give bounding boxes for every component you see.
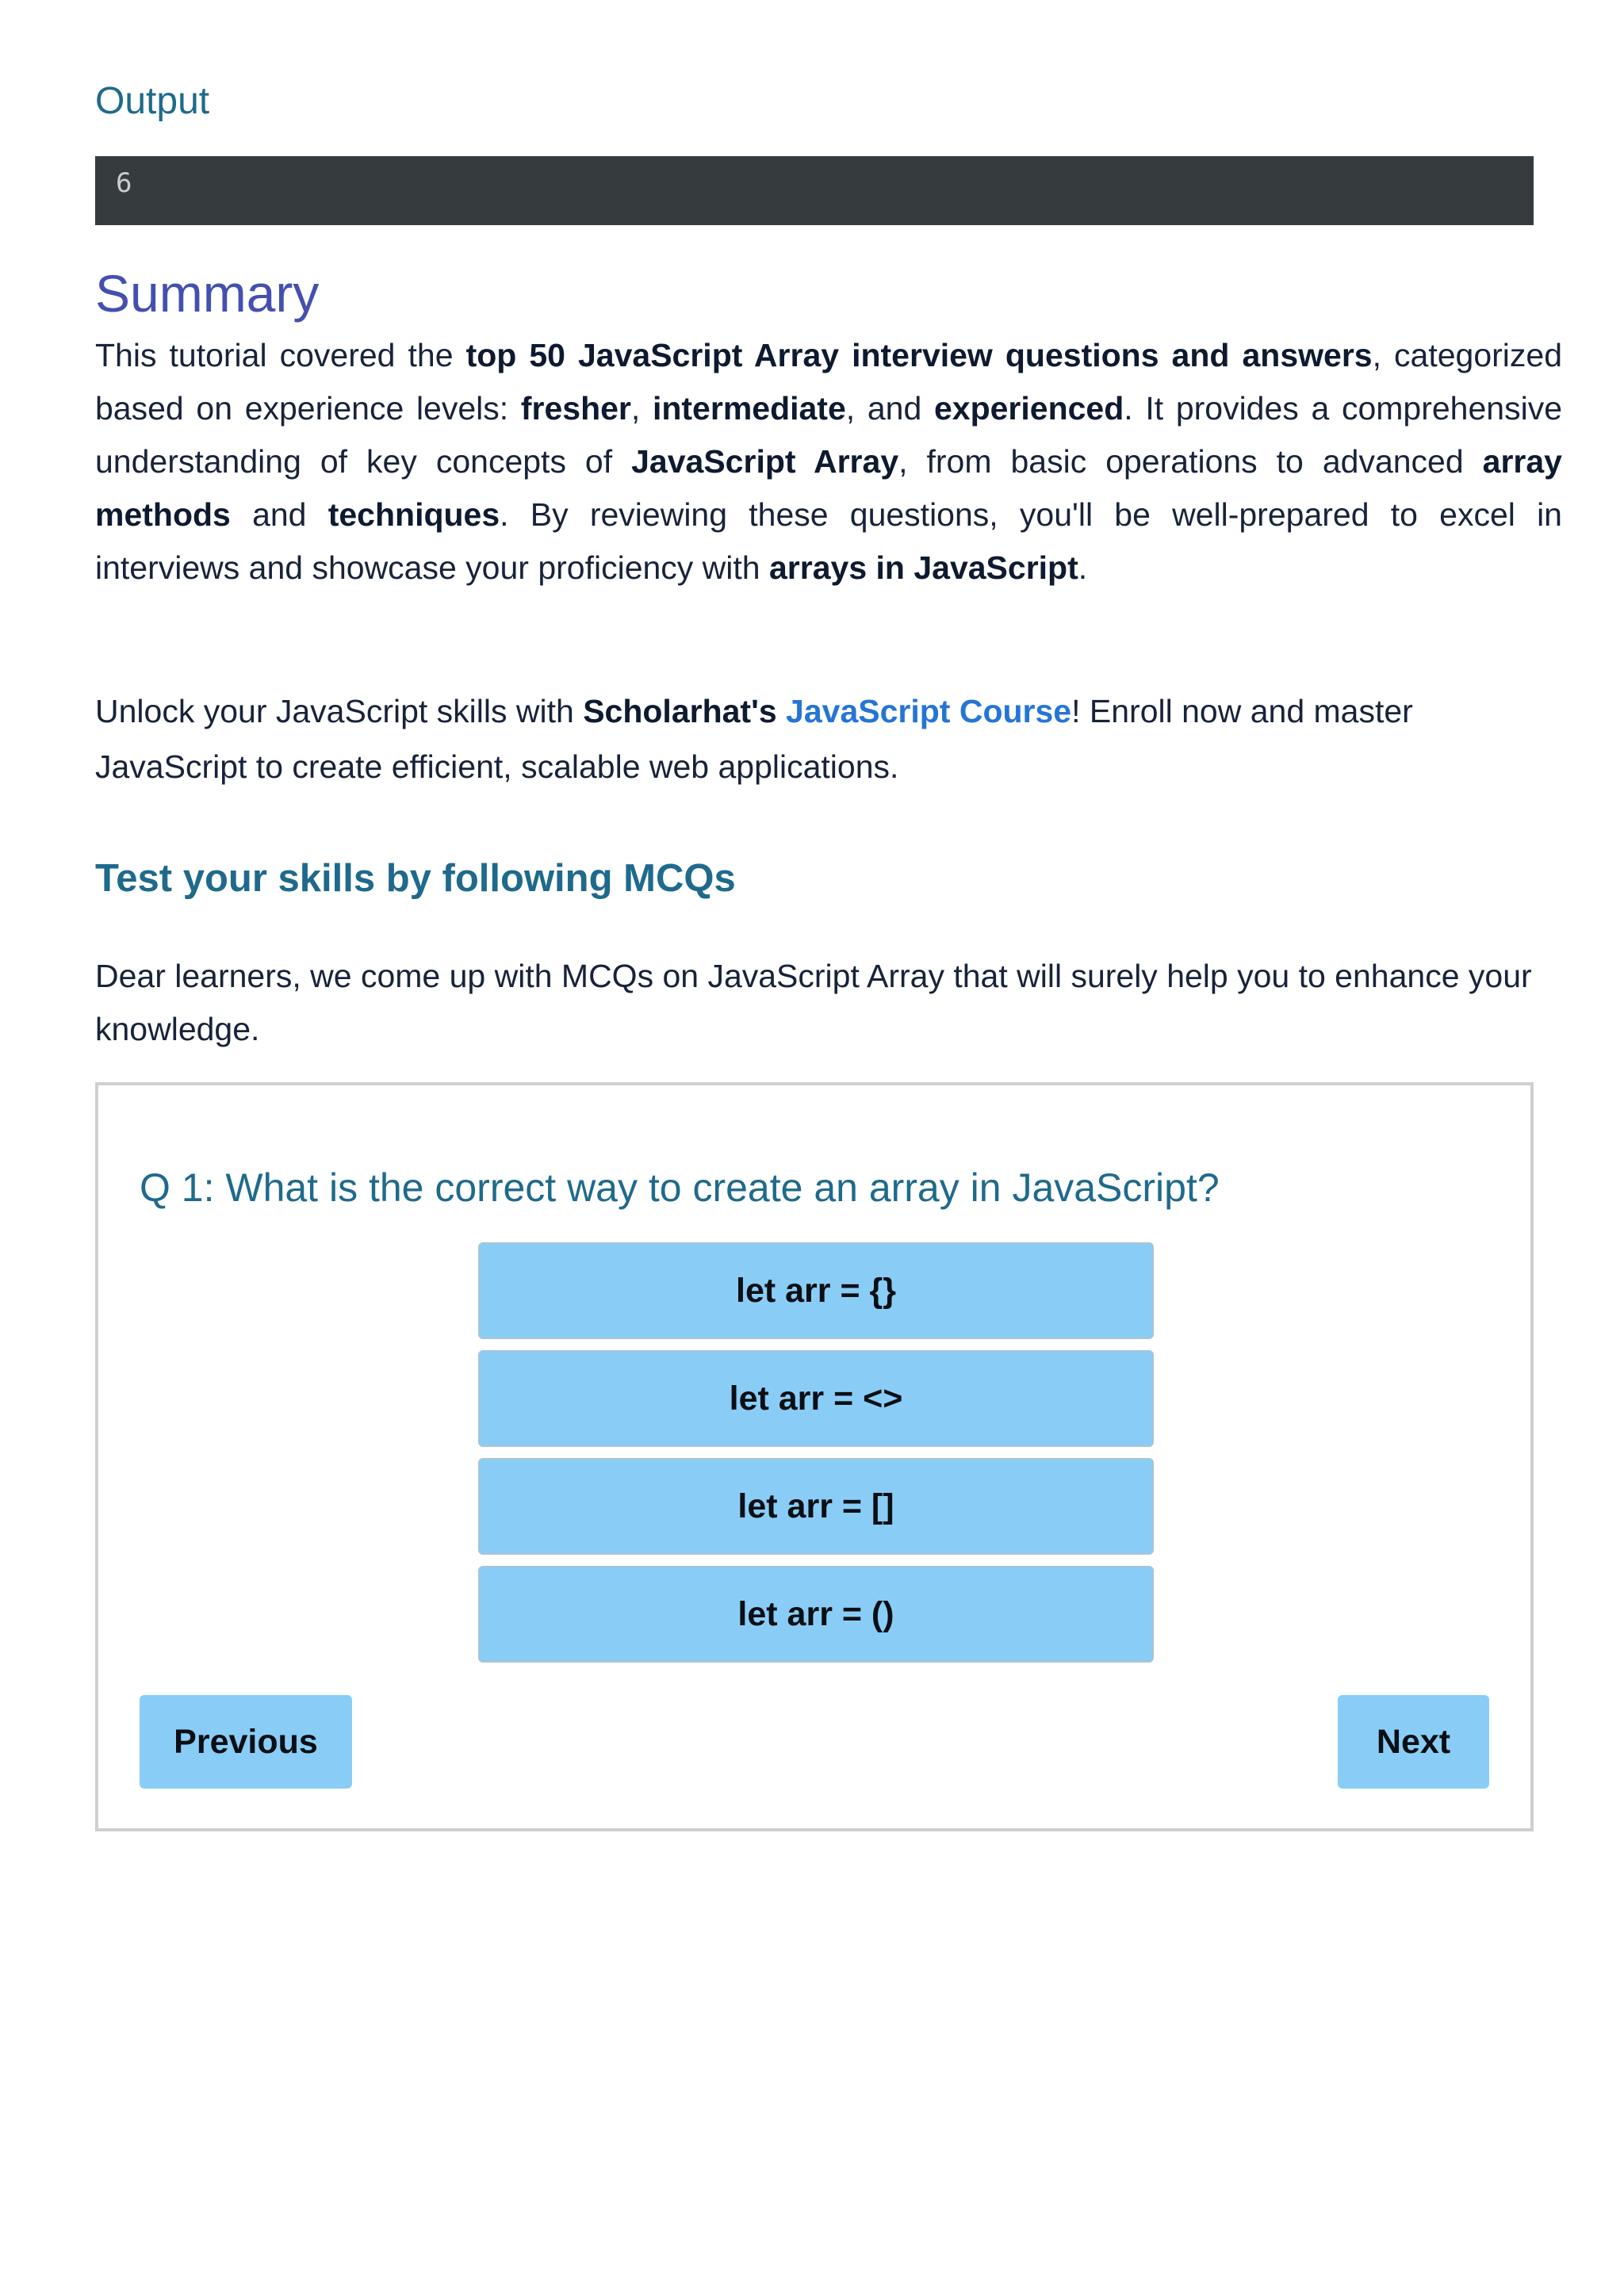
summary-text-3: ,	[630, 390, 653, 427]
summary-text-9: .	[1078, 549, 1088, 586]
mcq-intro-paragraph: Dear learners, we come up with MCQs on JavaScript Array that will surely help you to enhance your knowledge.	[95, 958, 1532, 1047]
code-output-value: 6	[116, 167, 132, 199]
summary-bold-5: JavaScript Array	[631, 443, 899, 480]
summary-text-4: , and	[845, 390, 934, 427]
code-output-block	[95, 156, 1534, 225]
summary-bold-2: fresher	[520, 390, 631, 427]
quiz-option-3[interactable]: let arr = []	[478, 1458, 1154, 1555]
summary-bold-3: intermediate	[652, 390, 846, 427]
output-label: Output	[95, 80, 210, 122]
summary-text-7: and	[230, 496, 328, 533]
summary-bold-1: top 50 JavaScript Array interview questions and answers	[465, 337, 1373, 373]
quiz-box	[95, 1082, 1534, 1831]
summary-text-2: , categorized based on experience levels:	[95, 337, 1562, 427]
summary-text-8: . By reviewing these questions, you'll be well-prepared to excel in interviews and showcase your proficiency with	[95, 496, 1562, 586]
promo-space	[777, 693, 786, 729]
summary-bold-8: arrays in JavaScript	[769, 549, 1078, 586]
promo-text-1: Unlock your JavaScript skills with	[95, 693, 584, 729]
quiz-question: Q 1: What is the correct way to create an array in JavaScript?	[140, 1165, 1220, 1210]
mcq-section-heading: Test your skills by following MCQs	[95, 857, 736, 900]
promo-brand: Scholarhat's	[583, 693, 777, 729]
course-promo-paragraph	[95, 683, 1562, 794]
summary-text-6: , from basic operations to advanced	[898, 443, 1483, 480]
summary-bold-6: array methods	[95, 443, 1562, 533]
summary-bold-7: techniques	[327, 496, 500, 533]
next-button[interactable]: Next	[1338, 1695, 1489, 1789]
previous-button[interactable]: Previous	[140, 1695, 352, 1789]
summary-text-5: . It provides a comprehensive understanding of key concepts of	[95, 390, 1562, 480]
quiz-option-4[interactable]: let arr = ()	[478, 1566, 1154, 1663]
summary-text-1: This tutorial covered the	[95, 337, 466, 373]
summary-bold-4: experienced	[933, 390, 1124, 427]
quiz-option-2[interactable]: let arr = <>	[478, 1350, 1154, 1447]
promo-text-2: ! Enroll now and master JavaScript to create efficient, scalable web applications.	[95, 693, 1413, 785]
summary-heading: Summary	[95, 264, 320, 323]
summary-paragraph	[95, 329, 1562, 595]
quiz-option-1[interactable]: let arr = {}	[478, 1242, 1154, 1339]
javascript-course-link[interactable]: JavaScript Course	[786, 693, 1072, 729]
